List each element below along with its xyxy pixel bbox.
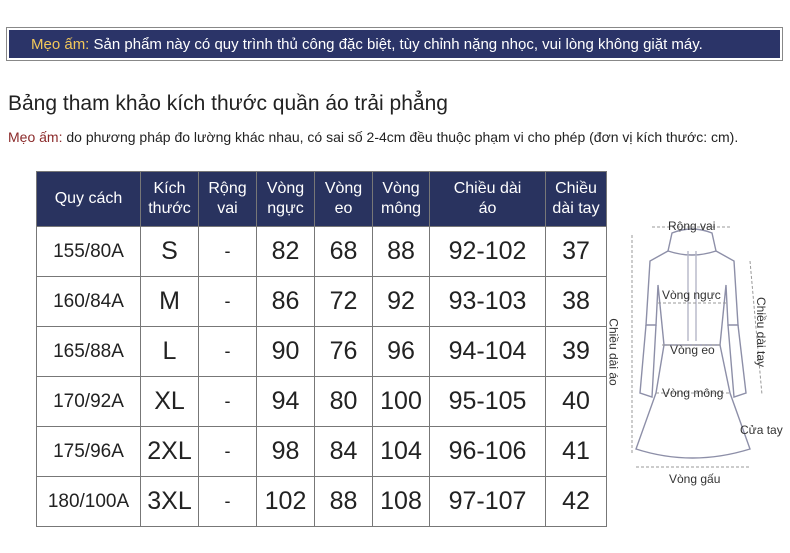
cell-shoulder: - [199,227,257,277]
table-header-row [37,172,607,227]
cell-hip: 96 [373,327,430,377]
hem-label: Vòng gấu [669,472,721,486]
measurement-note [8,129,738,145]
care-notice-text: Sản phẩm này có quy trình thủ công đặc biệt, tùy chỉnh nặng nhọc, vui lòng không giặt máy. [93,35,703,53]
cell-spec: 160/84A [37,277,141,327]
care-notice-banner [6,27,783,61]
cell-sleeve: 40 [546,377,607,427]
care-notice-label: Mẹo ấm: [31,35,90,53]
sleeve-label: Chiều dài tay [754,296,769,368]
cell-chest: 90 [257,327,315,377]
table-row [37,477,607,527]
cell-size: 2XL [141,427,199,477]
header-chest: Vòng ngực [257,172,315,227]
cell-size: XL [141,377,199,427]
length-label: Chiều dài áo [606,318,621,386]
cell-length: 92-102 [430,227,546,277]
cuff-label: Cửa tay [740,423,783,437]
cell-shoulder: - [199,327,257,377]
measurement-note-text: do phương pháp đo lường khác nhau, có sai số 2-4cm đều thuộc phạm vi cho phép (đơn vị kích thước: cm). [66,129,739,145]
cell-length: 95-105 [430,377,546,427]
header-size: Kích thước [141,172,199,227]
header-sleeve: Chiều dài tay [546,172,607,227]
cell-size: L [141,327,199,377]
cell-size: S [141,227,199,277]
header-waist: Vòng eo [315,172,373,227]
table-row [37,427,607,477]
cell-length: 96-106 [430,427,546,477]
cell-spec: 175/96A [37,427,141,477]
cell-length: 94-104 [430,327,546,377]
cell-spec: 155/80A [37,227,141,277]
page-title: Bảng tham khảo kích thước quần áo trải phẳng [8,92,448,115]
cell-spec: 170/92A [37,377,141,427]
cell-spec: 165/88A [37,327,141,377]
care-notice-bar [9,30,780,58]
waist-label: Vòng eo [670,343,715,357]
cell-waist: 80 [315,377,373,427]
table-row [37,327,607,377]
cell-chest: 102 [257,477,315,527]
cell-hip: 108 [373,477,430,527]
cell-spec: 180/100A [37,477,141,527]
hip-label: Vòng mông [662,386,724,400]
cell-chest: 94 [257,377,315,427]
size-chart-table [36,171,607,527]
cell-waist: 76 [315,327,373,377]
header-length: Chiều dài áo [430,172,546,227]
cell-sleeve: 37 [546,227,607,277]
cell-shoulder: - [199,477,257,527]
shoulder-label: Rộng vai [668,219,716,233]
cell-waist: 72 [315,277,373,327]
cell-length: 97-107 [430,477,546,527]
cell-sleeve: 41 [546,427,607,477]
measurement-note-label: Mẹo ấm: [8,129,63,145]
cell-hip: 92 [373,277,430,327]
cell-shoulder: - [199,377,257,427]
cell-waist: 88 [315,477,373,527]
cell-waist: 84 [315,427,373,477]
cell-length: 93-103 [430,277,546,327]
cell-shoulder: - [199,427,257,477]
garment-measurement-diagram [606,205,790,505]
cell-waist: 68 [315,227,373,277]
cell-chest: 86 [257,277,315,327]
cell-size: M [141,277,199,327]
table-row [37,277,607,327]
chest-label: Vòng ngực [662,288,721,302]
cell-shoulder: - [199,277,257,327]
header-spec: Quy cách [37,172,141,227]
cell-chest: 82 [257,227,315,277]
cell-hip: 100 [373,377,430,427]
cell-sleeve: 39 [546,327,607,377]
cell-hip: 88 [373,227,430,277]
table-row [37,377,607,427]
cell-chest: 98 [257,427,315,477]
header-shoulder: Rộng vai [199,172,257,227]
cell-hip: 104 [373,427,430,477]
header-hip: Vòng mông [373,172,430,227]
table-row [37,227,607,277]
cell-size: 3XL [141,477,199,527]
cell-sleeve: 42 [546,477,607,527]
cell-sleeve: 38 [546,277,607,327]
